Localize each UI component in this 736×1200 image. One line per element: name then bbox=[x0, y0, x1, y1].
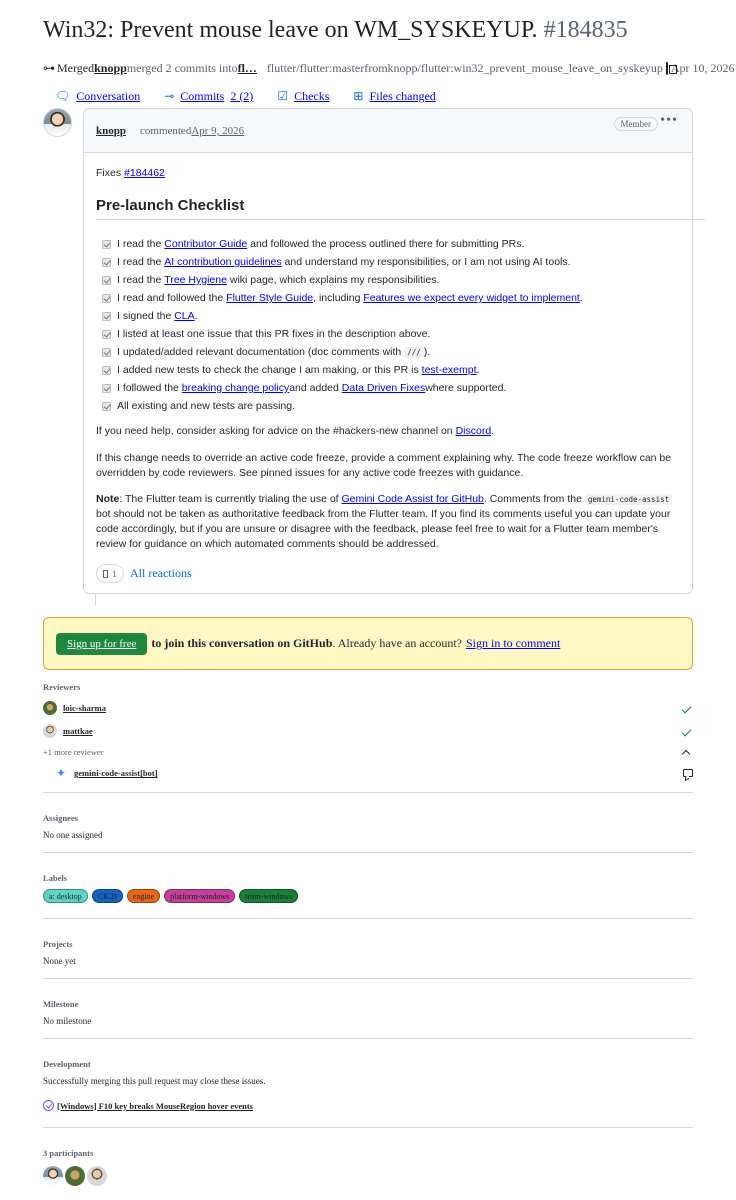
member-badge: Member bbox=[614, 117, 659, 131]
label-badge[interactable]: platform-windows bbox=[164, 889, 235, 903]
labels-section bbox=[43, 873, 693, 883]
kebab-horizontal-icon[interactable]: ••• bbox=[660, 113, 678, 128]
linked-issue[interactable] bbox=[43, 1100, 253, 1111]
reviewer-name[interactable]: loic-sharma bbox=[63, 703, 106, 713]
checkbox-checked bbox=[102, 312, 111, 321]
fixes-line: Fixes #184462 bbox=[96, 167, 165, 179]
avatar[interactable] bbox=[43, 701, 57, 715]
avatar[interactable] bbox=[43, 724, 57, 738]
list-item: I updated/added relevant documentation (doc comments with /// ). bbox=[102, 343, 682, 361]
reviewer-row bbox=[43, 765, 693, 781]
checklist bbox=[102, 235, 682, 415]
issue-closed-icon bbox=[43, 1100, 54, 1111]
assignees-value: No one assigned bbox=[43, 830, 103, 840]
participants-heading: 3 participants bbox=[43, 1148, 94, 1158]
help-paragraph: If you need help, consider asking for advice on the #hackers-new channel on Discord. bbox=[96, 425, 495, 437]
comment-box bbox=[83, 108, 693, 594]
timeline-line bbox=[95, 594, 96, 606]
pr-tabs bbox=[55, 89, 460, 104]
divider bbox=[43, 852, 693, 853]
milestone-heading: Milestone bbox=[43, 999, 79, 1009]
pr-meta bbox=[43, 61, 735, 76]
reviewer-row bbox=[43, 700, 693, 716]
checkbox-checked bbox=[102, 276, 111, 285]
checkbox-checked bbox=[102, 384, 111, 393]
chevron-up-icon[interactable] bbox=[682, 750, 690, 758]
reviewers-heading: Reviewers bbox=[43, 682, 81, 692]
reviewer-name[interactable]: gemini-code-assist[bot] bbox=[74, 768, 158, 778]
assignees-heading: Assignees bbox=[43, 813, 78, 823]
participants-list bbox=[43, 1166, 107, 1186]
check-icon bbox=[682, 703, 692, 713]
projects-value: None yet bbox=[43, 956, 76, 966]
divider bbox=[43, 978, 693, 979]
divider bbox=[43, 918, 693, 919]
check-icon bbox=[682, 726, 692, 736]
checkbox-checked bbox=[102, 240, 111, 249]
avatar[interactable] bbox=[87, 1166, 107, 1186]
fixes-issue-link[interactable]: #184462 bbox=[124, 167, 165, 179]
checklist-heading: Pre-launch Checklist bbox=[96, 197, 245, 214]
reviewer-name[interactable]: mattkae bbox=[63, 726, 93, 736]
all-reactions-link[interactable]: All reactions bbox=[130, 566, 192, 580]
labels-list bbox=[43, 889, 298, 903]
checkbox-checked bbox=[102, 258, 111, 267]
note-paragraph: Note: The Flutter team is currently trialing the use of Gemini Code Assist for GitHub. Comments from the gemini-code-assist bot should not be taken as authoritative feedback from the Flutter team. If you find its comments useful you can update your code accordingly, but if you are unsure or disagree with the feedback, please feel free to wait for a Flutter team member's review for guidance on which automated comments should be addressed. bbox=[96, 493, 671, 550]
comment-header bbox=[84, 109, 692, 153]
projects-section bbox=[43, 939, 693, 966]
avatar[interactable] bbox=[43, 1166, 63, 1186]
development-section bbox=[43, 1059, 693, 1086]
heading-divider bbox=[96, 219, 705, 220]
signup-rest-text: . Already have an account? bbox=[332, 636, 462, 650]
participants-section bbox=[43, 1148, 693, 1158]
comment-discussion-icon: 🗨︎ bbox=[55, 89, 71, 103]
pr-number: #184835 bbox=[543, 17, 628, 43]
avatar[interactable] bbox=[43, 108, 72, 137]
list-item: I listed at least one issue that this PR fixes in the description above. bbox=[102, 325, 682, 343]
reviewer-row bbox=[43, 723, 693, 739]
state-label: Merged bbox=[57, 61, 95, 75]
branch-names: flutter/flutter:masterfromknopp/flutter:win32_prevent_mouse_leave_on_syskeyup bbox=[266, 61, 663, 75]
git-commit-icon: ⊸ bbox=[164, 89, 175, 103]
checkbox-checked bbox=[102, 366, 111, 375]
tab-checks[interactable]: ☑︎ Checks bbox=[277, 89, 330, 103]
linked-issue-title[interactable]: [Windows] F10 key breaks MouseRegion hover events bbox=[57, 1100, 253, 1111]
pr-title-text: Win32: Prevent mouse leave on WM_SYSKEYUP. bbox=[43, 17, 538, 43]
divider bbox=[43, 1038, 693, 1039]
projects-heading: Projects bbox=[43, 939, 73, 949]
comment-date[interactable]: Apr 9, 2026 bbox=[191, 125, 245, 137]
comment-author[interactable]: knopp bbox=[96, 125, 126, 137]
list-item: I added new tests to check the change I am making, or this PR is test-exempt . bbox=[102, 361, 682, 379]
git-merge-icon: ⊶ bbox=[43, 61, 55, 75]
list-item: I read the Tree Hygiene wiki page, which explains my responsibilities. bbox=[102, 271, 682, 289]
list-item: I read the AI contribution guidelines and understand my responsibilities, or I am not using AI tools. bbox=[102, 253, 682, 271]
checklist-icon: ☑︎ bbox=[277, 89, 289, 103]
list-item: All existing and new tests are passing. bbox=[102, 397, 682, 415]
freeze-paragraph: If this change needs to override an active code freeze, provide a comment explaining why. The code freeze workflow can be overridden by code reviewers. See pinned issues for any active code freezes with guidance. bbox=[96, 452, 672, 479]
tab-conversation[interactable]: 🗨︎ Conversation bbox=[55, 89, 141, 103]
tab-commits[interactable]: ⊸ Commits 2 (2) bbox=[164, 89, 254, 103]
checkbox-checked bbox=[102, 348, 111, 357]
merged-text: merged 2 commits into bbox=[126, 61, 238, 75]
divider bbox=[43, 792, 693, 793]
assignees-section bbox=[43, 813, 693, 840]
label-badge[interactable]: a: desktop bbox=[43, 889, 88, 903]
milestone-section bbox=[43, 999, 693, 1026]
label-badge[interactable]: team-windows bbox=[239, 889, 298, 903]
checkbox-checked bbox=[102, 294, 111, 303]
merge-date: Apr 10, 2026 bbox=[670, 61, 735, 75]
milestone-value: No milestone bbox=[43, 1016, 92, 1026]
file-diff-icon: ⊞ bbox=[353, 89, 364, 103]
checkbox-checked bbox=[102, 330, 111, 339]
signup-bold-text: to join this conversation on GitHub bbox=[151, 636, 333, 650]
comment-icon bbox=[683, 769, 693, 777]
avatar[interactable] bbox=[65, 1166, 85, 1186]
gemini-icon: ✦ bbox=[55, 766, 67, 780]
reaction-button[interactable]: 1 bbox=[96, 564, 124, 583]
reactions-bar bbox=[96, 564, 192, 583]
signup-banner bbox=[43, 617, 693, 670]
pr-title bbox=[43, 17, 628, 44]
development-heading: Development bbox=[43, 1059, 91, 1069]
author-link[interactable]: knopp bbox=[94, 61, 127, 75]
copy-icon[interactable] bbox=[666, 62, 668, 75]
labels-heading: Labels bbox=[43, 873, 68, 883]
commits-count: 2 (2) bbox=[230, 89, 254, 103]
sign-up-button[interactable]: Sign up for free bbox=[56, 633, 147, 655]
tab-files-changed[interactable]: ⊞ Files changed bbox=[353, 89, 436, 103]
list-item: I read the Contributor Guide and followed the process outlined there for submitting PRs. bbox=[102, 235, 682, 253]
label-badge[interactable]: CICD bbox=[92, 889, 123, 903]
label-badge[interactable]: engine bbox=[127, 889, 160, 903]
gemini-link[interactable]: Gemini Code Assist for GitHub bbox=[341, 493, 484, 505]
sign-in-link[interactable]: Sign in to comment bbox=[465, 636, 561, 650]
development-text: Successfully merging this pull request may close these issues. bbox=[43, 1076, 266, 1086]
more-reviewers-toggle[interactable] bbox=[43, 744, 693, 760]
reviewers-section bbox=[43, 682, 693, 692]
emoji-icon bbox=[103, 570, 108, 578]
list-item: I followed the breaking change policy and added Data Driven Fixes where supported. bbox=[102, 379, 682, 397]
comment-action: commentedApr 9, 2026 bbox=[140, 125, 245, 137]
divider bbox=[43, 1127, 693, 1128]
list-item: I signed the CLA . bbox=[102, 307, 682, 325]
list-item: I read and followed the Flutter Style Guide , including Features we expect every widget to implement . bbox=[102, 289, 682, 307]
checkbox-checked bbox=[102, 402, 111, 411]
more-reviewers-text: +1 more reviewer bbox=[43, 747, 104, 757]
base-branch-link[interactable]: fl… bbox=[237, 61, 257, 75]
discord-link[interactable]: Discord bbox=[455, 425, 492, 437]
